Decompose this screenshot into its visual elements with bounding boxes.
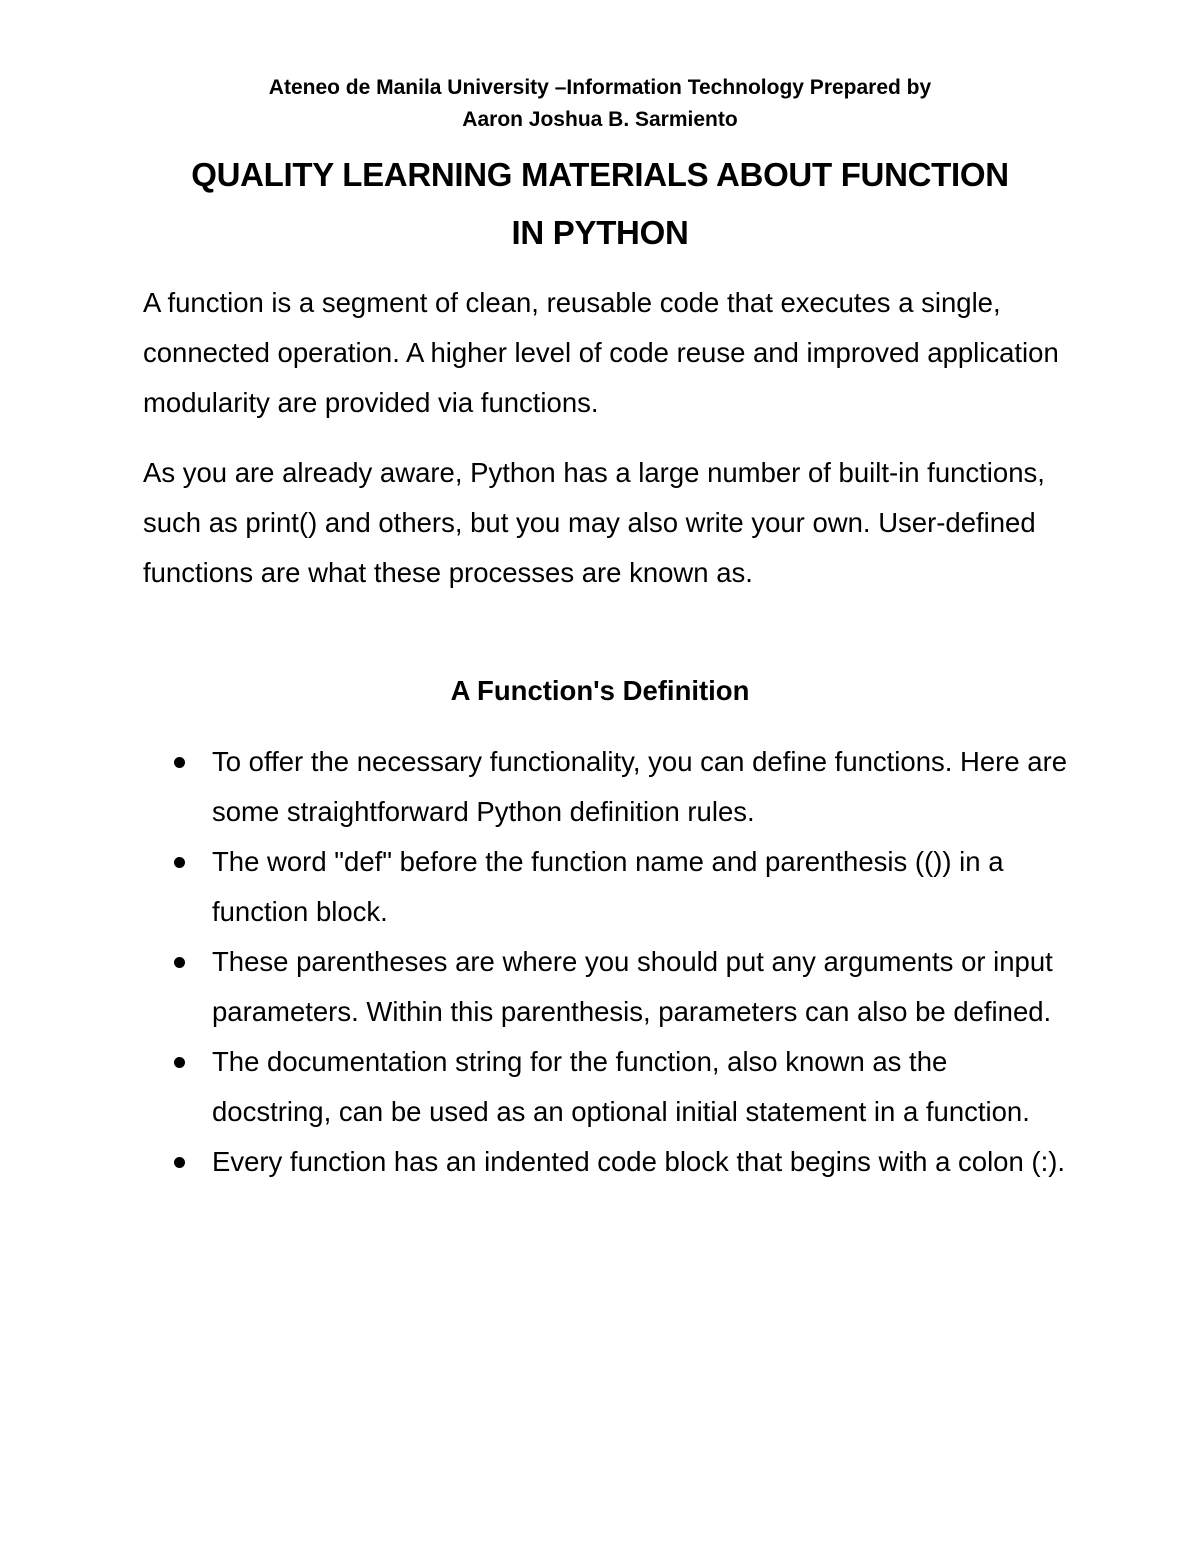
title-line-1: QUALITY LEARNING MATERIALS ABOUT FUNCTION <box>191 156 1009 193</box>
list-item-text: Every function has an indented code block that begins with a colon (:). <box>212 1146 1066 1177</box>
list-item <box>170 1137 1070 1187</box>
header-line-author: Aaron Joshua B. Sarmiento <box>462 108 738 131</box>
bullet-icon <box>174 957 185 968</box>
list-item <box>170 737 1070 837</box>
builtin-functions-paragraph: As you are already aware, Python has a large number of built-in functions, such as print() and others, but you may also write your own. User-defined functions are what these processes are known as. <box>143 457 1045 588</box>
title-line-2: IN PYTHON <box>511 214 689 251</box>
section-heading: A Function's Definition <box>450 675 750 706</box>
header-line-institution: Ateneo de Manila University –Information Technology Prepared by <box>268 76 932 99</box>
definition-rules-list <box>170 737 1070 1187</box>
bullet-icon <box>174 757 185 768</box>
bullet-icon <box>174 1157 185 1168</box>
bullet-icon <box>174 857 185 868</box>
list-item-text: The documentation string for the function, also known as the docstring, can be used as an optional initial statement in a function. <box>212 1046 1030 1127</box>
list-item <box>170 1037 1070 1137</box>
document-title <box>120 146 1080 262</box>
bullet-icon <box>174 1057 185 1068</box>
list-item-text: These parentheses are where you should put any arguments or input parameters. Within this parenthesis, parameters can also be defined. <box>212 946 1053 1027</box>
list-item-text: To offer the necessary functionality, you can define functions. Here are some straightforward Python definition rules. <box>212 746 1068 827</box>
document-header <box>130 72 1070 136</box>
list-item-text: The word "def" before the function name and parenthesis (()) in a function block. <box>212 846 1004 927</box>
list-item <box>170 837 1070 937</box>
intro-paragraph: A function is a segment of clean, reusable code that executes a single, connected operation. A higher level of code reuse and improved application modularity are provided via functions. <box>143 287 1059 418</box>
list-item <box>170 937 1070 1037</box>
